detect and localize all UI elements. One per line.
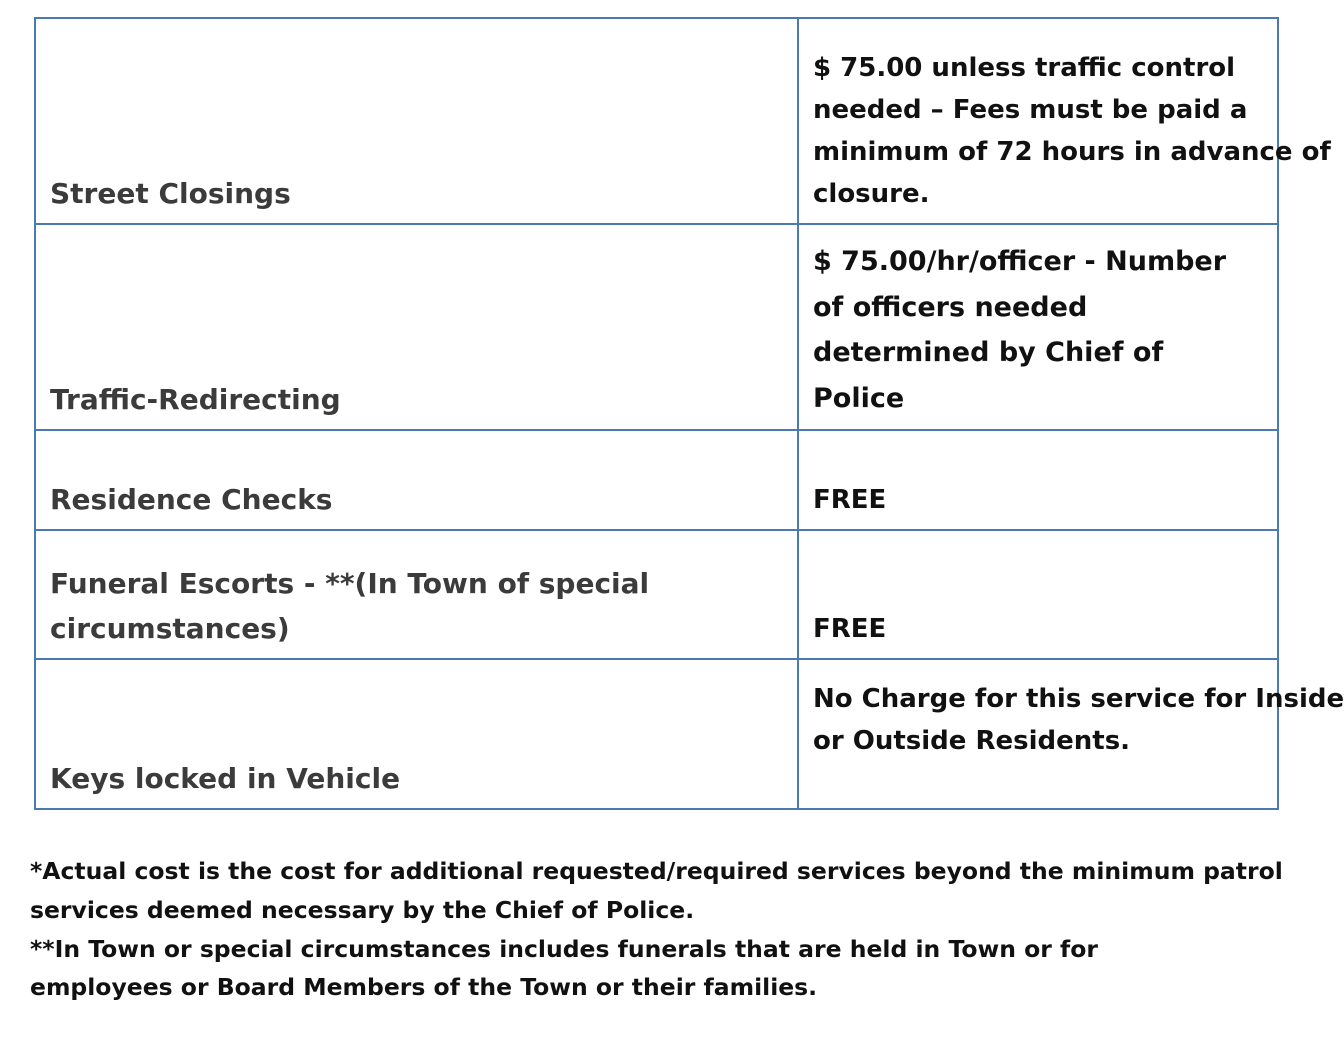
footnote-line: **In Town or special circumstances includes funerals that are held in Town or for	[30, 934, 1098, 963]
fee-text: minimum of 72 hours in advance of	[813, 137, 1331, 167]
service-cell	[35, 18, 798, 224]
fee-text: Police	[813, 382, 905, 414]
fee-cell	[798, 430, 1278, 530]
footnote-line: services deemed necessary by the Chief of Police.	[30, 895, 695, 924]
fee-text: needed – Fees must be paid a	[813, 95, 1248, 125]
fee-text: $ 75.00/hr/officer - Number	[813, 246, 1227, 277]
service-label: Traffic-Redirecting	[50, 383, 341, 416]
service-label: Keys locked in Vehicle	[50, 762, 401, 795]
fee-cell	[798, 530, 1278, 659]
service-cell	[35, 430, 798, 530]
fee-cell	[798, 18, 1331, 224]
fee-text: of officers needed	[813, 291, 1088, 323]
fee-text: or Outside Residents.	[813, 726, 1131, 756]
service-cell	[35, 530, 798, 659]
service-label: Funeral Escorts - **(In Town of special	[50, 567, 650, 600]
fee-schedule-table	[34, 17, 1344, 810]
table-row	[35, 530, 1278, 659]
service-cell	[35, 659, 798, 809]
service-cell	[35, 224, 798, 430]
fee-text: closure.	[813, 179, 930, 209]
fee-text: $ 75.00 unless traffic control	[813, 53, 1236, 83]
fee-text: determined by Chief of	[813, 337, 1164, 368]
fee-text: No Charge for this service for Inside	[813, 684, 1344, 714]
footnote-line: employees or Board Members of the Town or their families.	[30, 973, 818, 1002]
table-row	[35, 430, 1278, 530]
table-row	[35, 18, 1278, 224]
table-row	[35, 659, 1278, 809]
service-label: Residence Checks	[50, 483, 333, 516]
fee-cell	[798, 224, 1278, 430]
fee-text: FREE	[813, 485, 887, 515]
footnote-line: *Actual cost is the cost for additional requested/required services beyond the minimum patrol	[30, 857, 1283, 885]
table-row	[35, 224, 1278, 430]
fee-text: FREE	[813, 614, 887, 644]
service-label: Street Closings	[50, 177, 291, 210]
service-label: circumstances)	[50, 612, 290, 645]
fee-cell	[798, 659, 1344, 809]
footnotes	[30, 852, 1283, 1007]
